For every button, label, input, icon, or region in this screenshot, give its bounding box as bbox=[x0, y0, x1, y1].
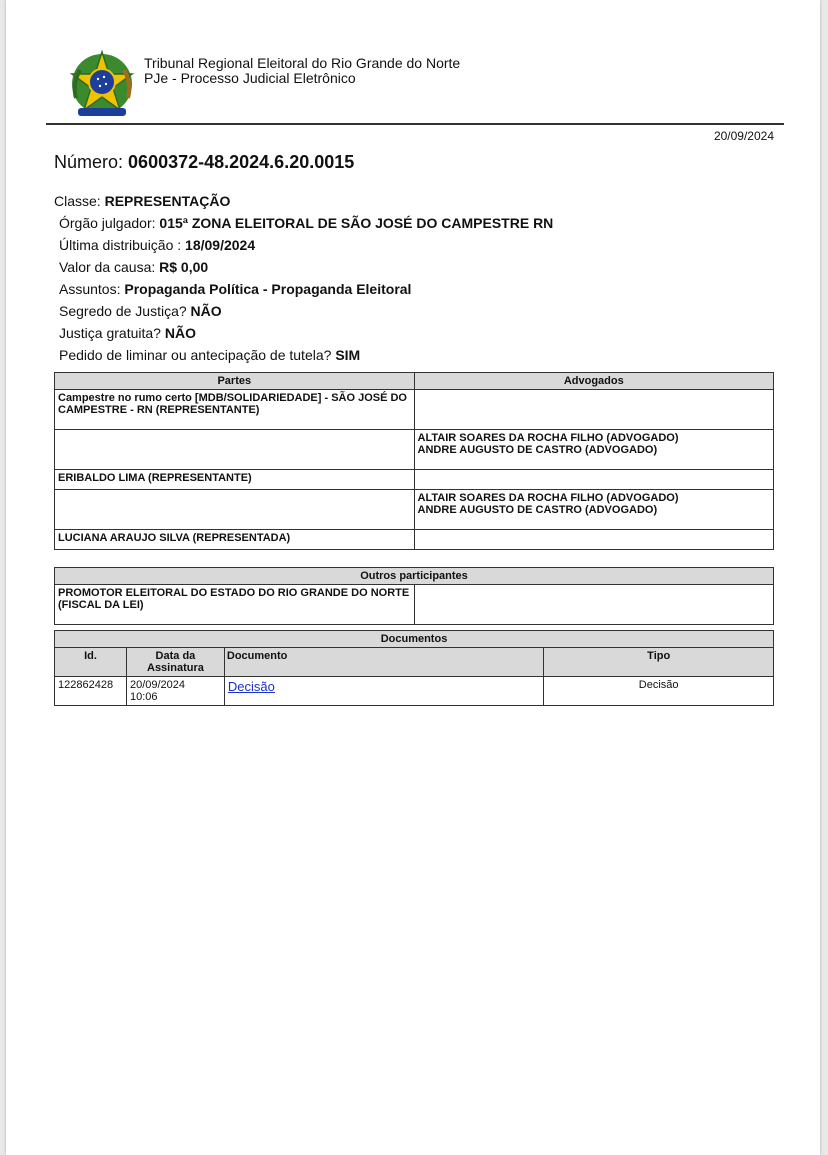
brazil-coat-of-arms-icon bbox=[64, 48, 140, 124]
assuntos-value: Propaganda Política - Propaganda Eleitoral bbox=[124, 281, 412, 297]
parte-cell bbox=[55, 490, 415, 530]
process-number-label: Número: bbox=[54, 152, 124, 172]
advogado-name: ANDRE AUGUSTO DE CASTRO (ADVOGADO) bbox=[417, 504, 658, 516]
advogado-cell bbox=[414, 530, 773, 550]
assuntos-label: Assuntos: bbox=[59, 281, 121, 297]
table-row bbox=[55, 490, 774, 530]
parte-cell: Campestre no rumo certo [MDB/SOLIDARIEDADE] - SÃO JOSÉ DO CAMPESTRE - RN (REPRESENTANTE) bbox=[55, 390, 415, 430]
advogado-cell bbox=[414, 490, 773, 530]
info-classe bbox=[54, 190, 230, 212]
gratuita-label: Justiça gratuita? bbox=[59, 325, 161, 341]
doc-name-cell bbox=[224, 677, 543, 706]
process-number bbox=[54, 152, 354, 173]
tipo-header: Tipo bbox=[544, 648, 774, 677]
segredo-label: Segredo de Justiça? bbox=[59, 303, 187, 319]
distribuicao-value: 18/09/2024 bbox=[185, 237, 256, 253]
doc-tipo-cell: Decisão bbox=[544, 677, 774, 706]
liminar-label: Pedido de liminar ou antecipação de tutela? bbox=[59, 347, 332, 363]
parte-cell: LUCIANA ARAUJO SILVA (REPRESENTADA) bbox=[55, 530, 415, 550]
partes-header-row bbox=[55, 373, 774, 390]
partes-header: Partes bbox=[55, 373, 415, 390]
doc-date: 20/09/2024 bbox=[129, 679, 186, 691]
advogado-name: ANDRE AUGUSTO DE CASTRO (ADVOGADO) bbox=[417, 444, 658, 456]
documentos-header-row bbox=[55, 648, 774, 677]
info-orgao bbox=[59, 212, 553, 234]
documentos-table bbox=[54, 630, 774, 706]
distribuicao-label: Última distribuição : bbox=[59, 237, 182, 253]
info-valor bbox=[59, 256, 208, 278]
table-row bbox=[55, 677, 774, 706]
segredo-value: NÃO bbox=[190, 303, 222, 319]
data-assinatura-header: Data da Assinatura bbox=[126, 648, 224, 677]
documento-header: Documento bbox=[224, 648, 543, 677]
table-row bbox=[55, 470, 774, 490]
classe-value: REPRESENTAÇÃO bbox=[104, 193, 231, 209]
advogado-cell bbox=[414, 430, 773, 470]
info-liminar bbox=[59, 344, 360, 366]
doc-time: 10:06 bbox=[129, 691, 158, 703]
gratuita-value: NÃO bbox=[164, 325, 196, 341]
participante-cell: PROMOTOR ELEITORAL DO ESTADO DO RIO GRANDE DO NORTE (FISCAL DA LEI) bbox=[55, 585, 415, 625]
court-name bbox=[144, 56, 460, 86]
participante-extra-cell bbox=[414, 585, 773, 625]
outros-header: Outros participantes bbox=[55, 568, 774, 585]
parte-cell: ERIBALDO LIMA (REPRESENTANTE) bbox=[55, 470, 415, 490]
decisao-document-link[interactable]: Decisão bbox=[227, 679, 275, 694]
outros-header-row bbox=[55, 568, 774, 585]
advogado-cell bbox=[414, 470, 773, 490]
document-date: 20/09/2024 bbox=[713, 129, 774, 143]
orgao-value: 015ª ZONA ELEITORAL DE SÃO JOSÉ DO CAMPESTRE RN bbox=[159, 215, 554, 231]
documentos-title: Documentos bbox=[55, 631, 774, 648]
info-distribuicao bbox=[59, 234, 255, 256]
header-divider bbox=[46, 123, 784, 125]
classe-label: Classe: bbox=[54, 193, 101, 209]
liminar-value: SIM bbox=[335, 347, 361, 363]
outros-participantes-table bbox=[54, 567, 774, 625]
advogado-cell bbox=[414, 390, 773, 430]
valor-value: R$ 0,00 bbox=[159, 259, 209, 275]
id-header: Id. bbox=[55, 648, 127, 677]
process-number-value: 0600372-48.2024.6.20.0015 bbox=[128, 152, 355, 172]
advogado-name: ALTAIR SOARES DA ROCHA FILHO (ADVOGADO) bbox=[417, 492, 679, 504]
partes-table bbox=[54, 372, 774, 550]
table-row bbox=[55, 585, 774, 625]
table-row bbox=[55, 530, 774, 550]
doc-date-cell bbox=[126, 677, 224, 706]
doc-id-cell: 122862428 bbox=[55, 677, 127, 706]
parte-cell bbox=[55, 430, 415, 470]
court-line1: Tribunal Regional Eleitoral do Rio Grande do Norte bbox=[144, 55, 461, 71]
table-row bbox=[55, 390, 774, 430]
info-assuntos bbox=[59, 278, 411, 300]
document-page bbox=[6, 0, 820, 1155]
info-segredo bbox=[59, 300, 222, 322]
info-gratuita bbox=[59, 322, 196, 344]
court-line2: PJe - Processo Judicial Eletrônico bbox=[144, 70, 356, 86]
table-row bbox=[55, 430, 774, 470]
advogado-name: ALTAIR SOARES DA ROCHA FILHO (ADVOGADO) bbox=[417, 432, 679, 444]
valor-label: Valor da causa: bbox=[59, 259, 156, 275]
documentos-title-row bbox=[55, 631, 774, 648]
advogados-header: Advogados bbox=[414, 373, 773, 390]
orgao-label: Órgão julgador: bbox=[59, 215, 156, 231]
